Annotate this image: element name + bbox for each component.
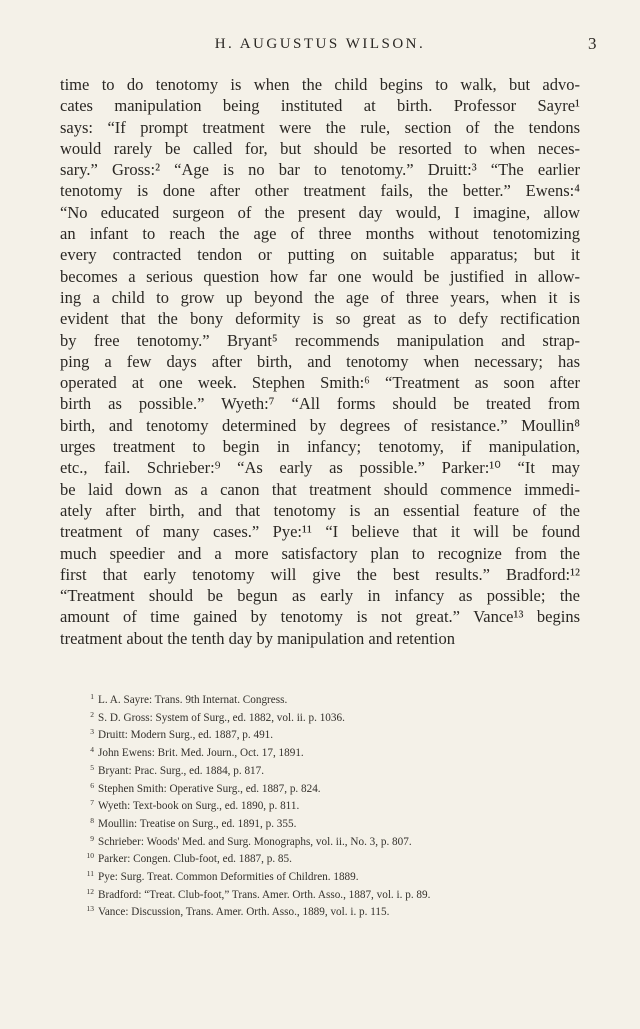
footnote-text: Bradford: “Treat. Club-foot,” Trans. Amer. Orth. Asso., 1887, vol. i. p. 89. (98, 888, 431, 901)
footnote-text: John Ewens: Brit. Med. Journ., Oct. 17, 1891. (98, 747, 304, 760)
footnote (80, 743, 580, 761)
footnote (80, 725, 580, 743)
body-line: says: “If prompt treatment were the rule, section of the tendons (60, 117, 580, 137)
footnote-text: Parker: Congen. Club-foot, ed. 1887, p. 85. (98, 853, 292, 866)
body-text (60, 74, 580, 649)
footnote (80, 761, 580, 779)
body-line: sary.” Gross:² “Age is no bar to tenotomy.” Druitt:³ “The earlier (60, 160, 580, 180)
body-line: every contracted tendon or putting on suitable apparatus; but it (60, 245, 580, 265)
page-number: 3 (588, 34, 597, 53)
footnote-number: 13 (86, 904, 94, 914)
footnote (80, 902, 580, 920)
footnote-number: 12 (86, 886, 94, 896)
footnote (80, 885, 580, 903)
footnote-number: 11 (86, 869, 94, 879)
body-line: urges treatment to begin in infancy; tenotomy, if manipulation, (60, 437, 580, 457)
body-line: “No educated surgeon of the present day would, I imagine, allow (60, 202, 580, 222)
footnotes (80, 690, 580, 920)
body-line: treatment of many cases.” Pye:¹¹ “I believe that it will be found (60, 522, 580, 542)
footnote-text: Druitt: Modern Surg., ed. 1887, p. 491. (98, 729, 274, 742)
body-line: cates manipulation being instituted at birth. Professor Sayre¹ (60, 96, 580, 116)
footnote (80, 849, 580, 867)
footnote (80, 832, 580, 850)
body-line: treatment about the tenth day by manipulation and retention (60, 628, 455, 648)
footnote-number: 2 (90, 709, 94, 719)
body-line: ping a few days after birth, and tenotomy when necessary; has (60, 351, 580, 371)
running-header: H. AUGUSTUS WILSON. (214, 36, 426, 52)
body-line: etc., fail. Schrieber:⁹ “As early as possible.” Parker:¹⁰ “It may (60, 458, 580, 478)
body-line: first that early tenotomy will give the best results.” Bradford:¹² (60, 564, 580, 584)
footnote-number: 10 (86, 851, 94, 861)
footnote (80, 779, 580, 797)
footnote-number: 1 (90, 692, 94, 701)
footnote-text: Wyeth: Text-book on Surg., ed. 1890, p. 811. (98, 800, 300, 813)
body-line: operated at one week. Stephen Smith:⁶ “Treatment as soon after (60, 373, 580, 393)
footnote-number: 3 (90, 727, 94, 737)
body-line: tenotomy is done after other treatment fails, the better.” Ewens:⁴ (60, 181, 580, 201)
footnote-number: 9 (90, 833, 94, 843)
body-line: ing a child to grow up beyond the age of three years, when it is (60, 287, 580, 307)
footnote-text: S. D. Gross: System of Surg., ed. 1882, vol. ii. p. 1036. (98, 711, 345, 724)
footnote-number: 5 (90, 762, 94, 772)
body-line: time to do tenotomy is when the child begins to walk, but advo- (60, 75, 580, 94)
footnote-text: L. A. Sayre: Trans. 9th Internat. Congress. (98, 694, 288, 706)
footnote (80, 690, 580, 708)
footnote (80, 814, 580, 832)
body-line: by free tenotomy.” Bryant⁵ recommends manipulation and strap- (60, 330, 580, 350)
footnote-number: 6 (90, 780, 94, 790)
body-line: birth as possible.” Wyeth:⁷ “All forms should be treated from (60, 394, 580, 414)
footnote-number: 7 (90, 798, 94, 808)
footnote-text: Schrieber: Woods' Med. and Surg. Monographs, vol. ii., No. 3, p. 807. (98, 835, 412, 848)
footnote (80, 708, 580, 726)
footnote (80, 867, 580, 885)
footnote-text: Vance: Discussion, Trans. Amer. Orth. Asso., 1889, vol. i. p. 115. (98, 906, 390, 919)
footnote-text: Stephen Smith: Operative Surg., ed. 1887, p. 824. (98, 782, 321, 795)
footnote-text: Bryant: Prac. Surg., ed. 1884, p. 817. (98, 764, 265, 777)
body-line: evident that the bony deformity is so great as to defy rectification (60, 309, 580, 329)
body-line: “Treatment should be begun as early in infancy as possible; the (60, 586, 580, 606)
body-line: amount of time gained by tenotomy is not great.” Vance¹³ begins (60, 607, 580, 627)
body-line: becomes a serious question how far one would be justified in allow- (60, 266, 580, 286)
footnote-text: Moullin: Treatise on Surg., ed. 1891, p. 355. (98, 817, 297, 830)
footnote-text: Pye: Surg. Treat. Common Deformities of Children. 1889. (98, 871, 359, 884)
body-line: be laid down as a canon that treatment should commence immedi- (60, 479, 580, 499)
body-line: ately after birth, and that tenotomy is an essential feature of the (60, 500, 580, 520)
footnote-number: 8 (90, 815, 94, 825)
body-line: would rarely be called for, but should be resorted to when neces- (60, 138, 580, 158)
body-line: an infant to reach the age of three months without tenotomizing (60, 224, 580, 244)
body-line: birth, and tenotomy determined by degrees of resistance.” Moullin⁸ (60, 415, 580, 435)
body-line: much speedier and a more satisfactory plan to recognize from the (60, 543, 580, 563)
footnote (80, 796, 580, 814)
footnote-number: 4 (90, 745, 94, 755)
